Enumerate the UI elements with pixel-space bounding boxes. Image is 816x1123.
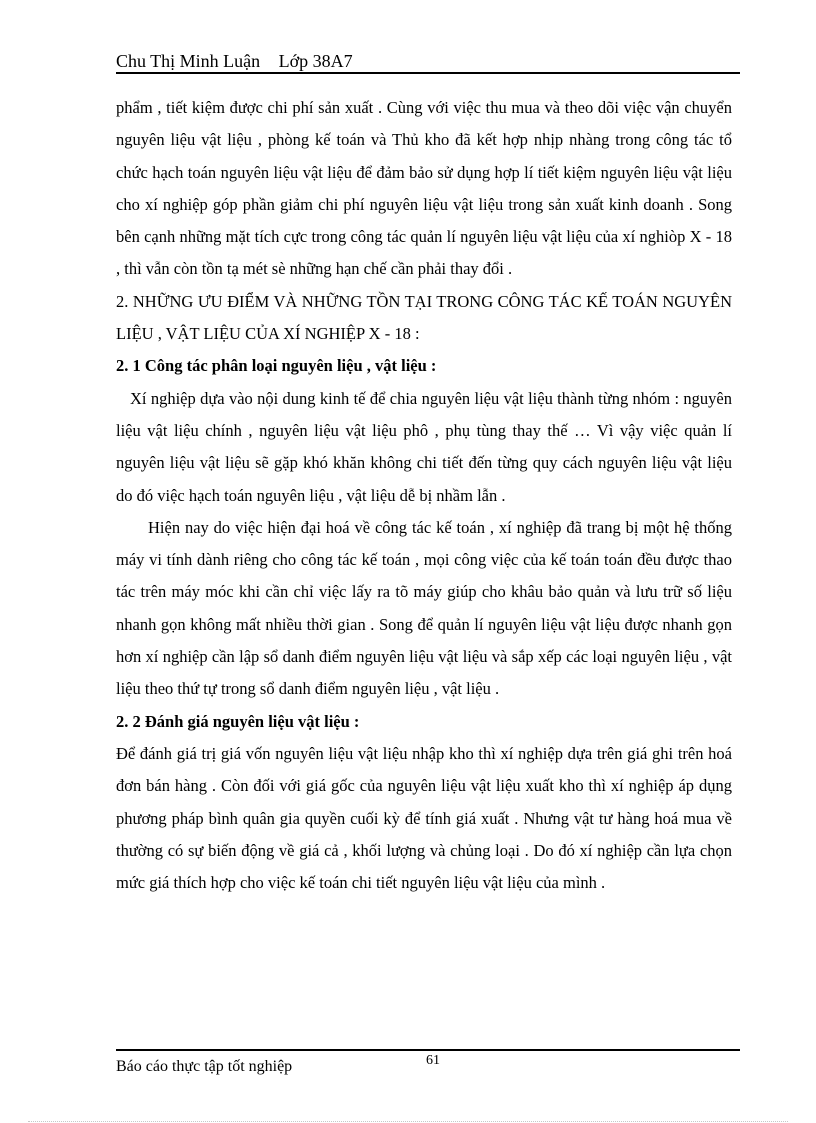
class-label: Lớp 38A7 bbox=[278, 51, 353, 71]
paragraph-valuation: Để đánh giá trị giá vốn nguyên liệu vật liệu nhập kho thì xí nghiệp dựa trên giá ghi trên hoá đơn bán hàng . Còn đối với giá gốc của nguyên liệu vật liệu xuất kho thì xí nghiệp áp dụng phương pháp bình quân gia quyền cuối kỳ để tính giá xuất . Nhưng vật tư hàng hoá mua về thường có sự biến động về giá cả , khối lượng và chủng loại . Do đó xí nghiệp cần lựa chọn mức giá thích hợp cho việc kế toán chi tiết nguyên liệu vật liệu của mình . bbox=[116, 743, 732, 893]
subsection-heading-2-1: 2. 1 Công tác phân loại nguyên liệu , vật liệu : bbox=[116, 356, 437, 376]
paragraph-classification: Xí nghiệp dựa vào nội dung kinh tế để chia nguyên liệu vật liệu thành từng nhóm : nguyên liệu vật liệu chính , nguyên liệu vật liệu phô , phụ tùng thay thế … Vì vậy việc quản lí nguyên liệu vật liệu sẽ gặp khó khăn không chi tiết đến từng quy cách nguyên liệu vật liệu do đó việc hạch toán nguyên liệu , vật liệu dễ bị nhầm lẫn . bbox=[116, 388, 732, 505]
author-name: Chu Thị Minh Luận bbox=[116, 51, 261, 71]
section-title: 2. NHỮNG ƯU ĐIỂM VÀ NHỮNG TỒN TẠI TRONG CÔNG TÁC KẾ TOÁN NGUYÊN LIỆU , VẬT LIỆU CỦA XÍ NGHIỆP X - 18 : bbox=[116, 291, 732, 344]
paragraph-computerization: Hiện nay do việc hiện đại hoá về công tác kế toán , xí nghiệp đã trang bị một hệ thống máy vi tính dành riêng cho công tác kế toán , mọi công việc của kế toán toán đều được thao tác trên máy móc khi cần chỉ việc lấy ra tõ máy giúp cho khâu bảo quản và lưu trữ số liệu nhanh gọn không mất nhiều thời gian . Song để quản lí nguyên liệu vật liệu được nhanh gọn hơn xí nghiệp cần lập sổ danh điểm nguyên liệu vật liệu và sắp xếp các loại nguyên liệu , vật liệu theo thứ tự trong sổ danh điểm nguyên liệu , vật liệu . bbox=[116, 517, 732, 699]
footer-rule bbox=[116, 1049, 740, 1051]
page-header bbox=[116, 50, 740, 72]
page-bottom-dotted-line bbox=[28, 1121, 788, 1122]
paragraph-intro: phẩm , tiết kiệm được chi phí sản xuất . Cùng với việc thu mua và theo dõi việc vận chuyển nguyên liệu vật liệu , phòng kế toán và Thủ kho đã kết hợp nhịp nhàng trong công tác tổ chức hạch toán nguyên liệu vật liệu để đảm bảo sử dụng hợp lí tiết kiệm nguyên liệu vật liệu cho xí nghiệp góp phần giảm chi phí nguyên liệu vật liệu trong sản xuất kinh doanh . Song bên cạnh những mặt tích cực trong công tác quản lí nguyên liệu vật liệu của xí nghiòp X - 18 , thì vẫn còn tồn tạ mét sè những hạn chế cần phải thay đổi . bbox=[116, 98, 732, 279]
document-body bbox=[116, 92, 732, 899]
header-rule bbox=[116, 72, 740, 74]
page-number: 61 bbox=[426, 1053, 440, 1068]
footer-report-title: Báo cáo thực tập tốt nghiệp bbox=[116, 1058, 293, 1075]
subsection-heading-2-2: 2. 2 Đánh giá nguyên liệu vật liệu : bbox=[116, 711, 360, 731]
